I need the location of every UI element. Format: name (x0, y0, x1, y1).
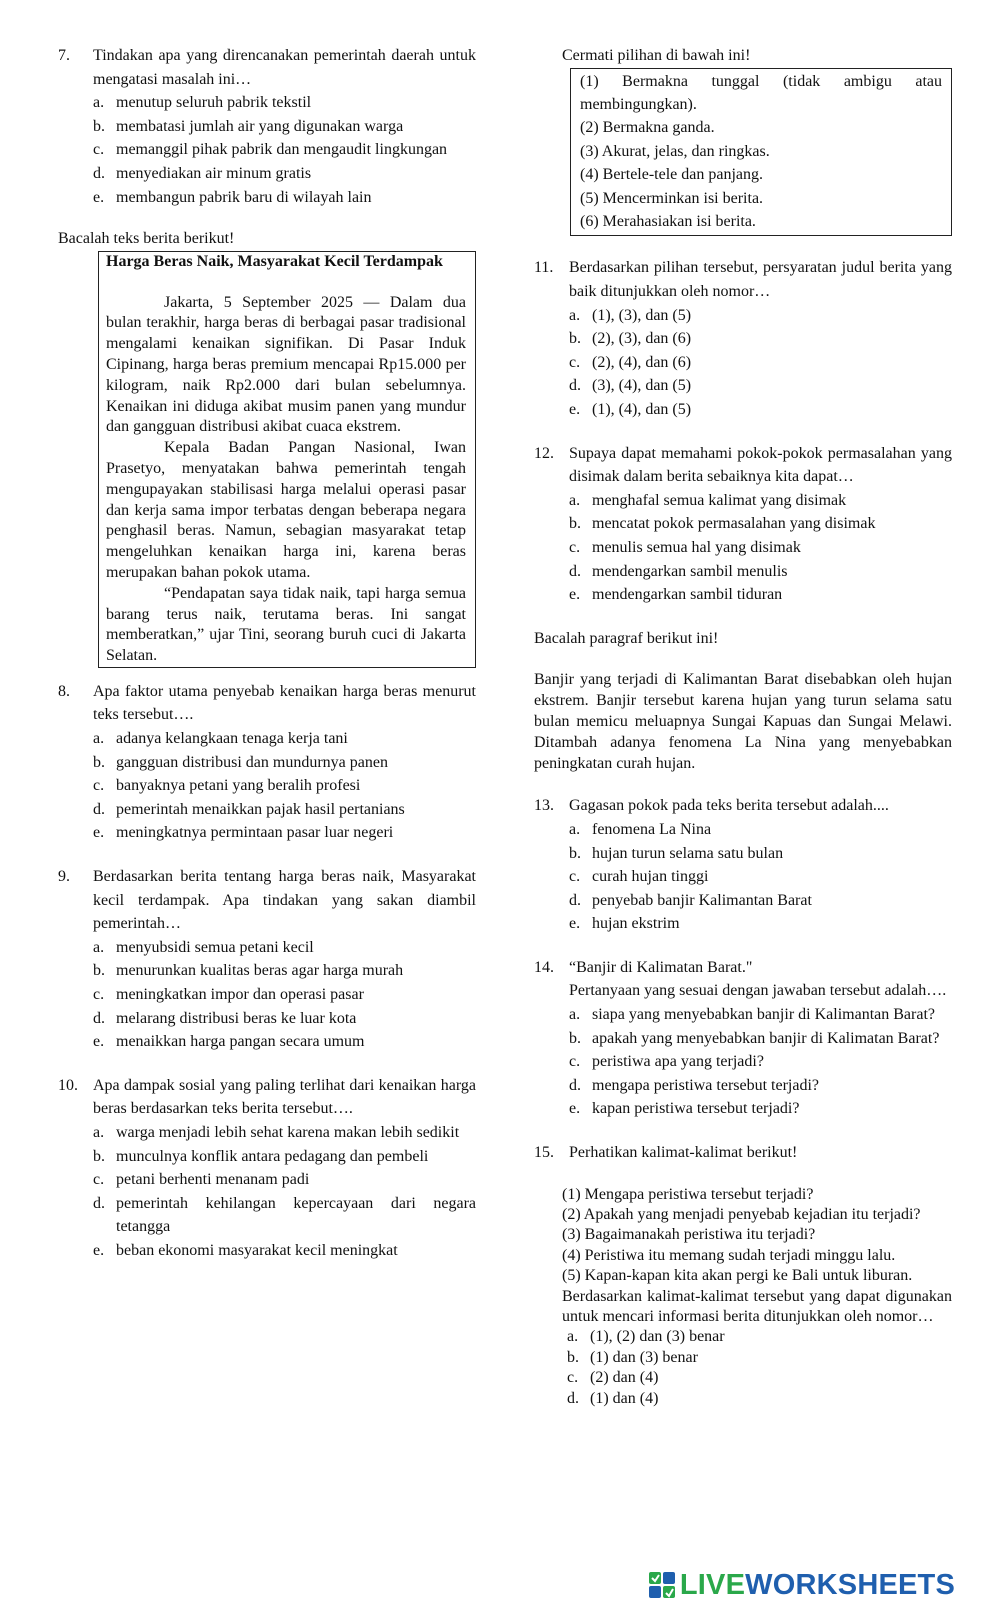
option-label: c. (93, 1171, 105, 1189)
news-box (98, 251, 476, 668)
option-list (569, 489, 952, 607)
option-text: (2), (4), dan (6) (592, 353, 692, 371)
option-text: (1), (2) dan (3) benar (590, 1328, 725, 1346)
option-label: e. (93, 1033, 105, 1051)
question-10 (58, 1074, 476, 1263)
option-text: hujan turun selama satu bulan (592, 844, 784, 862)
option-a[interactable] (93, 727, 476, 751)
question-number: 10. (58, 1076, 78, 1094)
option-label: c. (569, 1053, 581, 1071)
option-list (569, 304, 952, 422)
spacer (58, 845, 476, 865)
option-text: fenomena La Nina (592, 820, 712, 838)
option-d[interactable] (569, 560, 952, 584)
left-column (58, 44, 476, 1263)
question-text: Apa dampak sosial yang paling terlihat dari kenaikan harga beras berdasarkan teks berita tersebut…. (93, 1076, 476, 1118)
paragraph-intro: Bacalah paragraf berikut ini! (534, 629, 719, 647)
option-label: a. (569, 306, 581, 324)
option-text: menutup seluruh pabrik tekstil (116, 94, 312, 112)
option-d[interactable] (569, 1074, 952, 1098)
option-text: mengapa peristiwa tersebut terjadi? (592, 1076, 820, 1094)
option-text: kapan peristiwa tersebut terjadi? (592, 1100, 800, 1118)
option-list (567, 1327, 952, 1409)
option-text: pemerintah menaikkan pajak hasil pertanians (116, 800, 405, 818)
question-13 (534, 794, 952, 936)
option-label: b. (569, 1029, 581, 1047)
option-label: d. (569, 562, 581, 580)
spacer (534, 650, 952, 670)
liveworksheets-logo-icon (648, 1571, 676, 1599)
sentence-5: (5) Kapan-kapan kita akan pergi ke Bali untuk liburan. (562, 1267, 913, 1285)
option-c[interactable] (93, 983, 476, 1007)
question-text: Berdasarkan berita tentang harga beras naik, Masyarakat kecil terdampak. Apa tindakan yang sakan diambil pemerintah… (93, 868, 476, 933)
option-b[interactable] (93, 959, 476, 983)
question-9 (58, 865, 476, 1054)
question-text: Apa faktor utama penyebab kenaikan harga beras menurut teks tersebut…. (93, 682, 476, 724)
option-b[interactable] (569, 842, 952, 866)
option-label: c. (93, 141, 105, 159)
option-label: b. (93, 753, 105, 771)
option-b[interactable] (567, 1348, 952, 1368)
spacer (534, 1121, 952, 1141)
choice-item-6: (6) Merahasiakan isi berita. (580, 213, 756, 231)
option-label: d. (569, 377, 581, 395)
liveworksheets-brand[interactable] (648, 1570, 955, 1600)
option-label: d. (93, 164, 105, 182)
option-d[interactable] (569, 374, 952, 398)
option-text: gangguan distribusi dan mundurnya panen (116, 753, 388, 771)
option-c[interactable] (93, 774, 476, 798)
option-e[interactable] (93, 186, 476, 210)
option-label: d. (567, 1389, 579, 1407)
option-a[interactable] (93, 936, 476, 960)
option-text: (2), (3), dan (6) (592, 330, 692, 348)
option-text: membatasi jumlah air yang digunakan warga (116, 117, 404, 135)
option-label: a. (569, 1006, 581, 1024)
option-text: meningkatkan impor dan operasi pasar (116, 986, 364, 1004)
option-d[interactable] (93, 162, 476, 186)
option-label: c. (569, 538, 581, 556)
question-number: 12. (534, 444, 554, 462)
option-label: a. (93, 94, 105, 112)
option-e[interactable] (93, 1030, 476, 1054)
spacer (534, 422, 952, 442)
spacer (58, 1054, 476, 1074)
news-title: Harga Beras Naik, Masyarakat Kecil Terdampak (106, 252, 443, 270)
spacer (534, 236, 952, 256)
question-number: 15. (534, 1144, 554, 1162)
option-a[interactable] (569, 304, 952, 328)
news-paragraph-2: Kepala Badan Pangan Nasional, Iwan Prasetyo, menyatakan bahwa pemerintah tengah mengupayakan stabilisasi harga melalui operasi pasar dan kerja sama impor terbatas dengan beberapa negara penghasil beras. Namun, sebagian masyarakat tetap mengeluhkan kenaikan harga ini, karena beras merupakan bahan pokok utama. (106, 439, 466, 581)
option-list (569, 1003, 952, 1121)
option-label: b. (569, 515, 581, 533)
option-a[interactable] (569, 1003, 952, 1027)
option-text: menulis semua hal yang disimak (592, 538, 801, 556)
spacer (534, 774, 952, 794)
option-text: adanya kelangkaan tenaga kerja tani (116, 730, 348, 748)
choice-item-3: (3) Akurat, jelas, dan ringkas. (580, 142, 770, 160)
option-a[interactable] (93, 91, 476, 115)
option-label: b. (93, 962, 105, 980)
choices-intro: Cermati pilihan di bawah ini! (562, 47, 751, 64)
choice-item-2: (2) Bermakna ganda. (580, 119, 715, 137)
option-d[interactable] (93, 1192, 476, 1239)
option-label: c. (567, 1369, 579, 1387)
option-label: c. (569, 868, 581, 886)
question-12 (534, 442, 952, 607)
question-11 (534, 256, 952, 421)
option-text: (1), (4), dan (5) (592, 401, 692, 418)
option-text: menaikkan harga pangan secara umum (116, 1033, 365, 1051)
option-text: menghafal semua kalimat yang disimak (592, 491, 847, 509)
option-a[interactable] (93, 1121, 476, 1145)
option-b[interactable] (93, 1145, 476, 1169)
option-list (569, 818, 952, 936)
question-text: Pertanyaan yang sesuai dengan jawaban tersebut adalah…. (569, 982, 947, 1000)
option-label: b. (569, 844, 581, 862)
option-list (93, 91, 476, 209)
option-text: warga menjadi lebih sehat karena makan lebih sedikit (116, 1123, 460, 1141)
option-text: banyaknya petani yang beralih profesi (116, 777, 361, 795)
option-d[interactable] (93, 1007, 476, 1031)
option-label: c. (93, 777, 105, 795)
option-label: e. (93, 1241, 105, 1259)
option-label: a. (569, 820, 581, 838)
option-d[interactable] (569, 889, 952, 913)
q15-question: Berdasarkan kalimat-kalimat tersebut yang dapat digunakan untuk mencari informasi berita ditunjukkan oleh nomor… (562, 1287, 952, 1326)
option-text: beban ekonomi masyarakat kecil meningkat (116, 1241, 398, 1259)
question-number: 13. (534, 797, 554, 815)
option-b[interactable] (93, 115, 476, 139)
question-number: 7. (58, 47, 70, 64)
option-text: menurunkan kualitas beras agar harga murah (116, 962, 404, 980)
option-b[interactable] (93, 751, 476, 775)
option-text: pemerintah kehilangan kepercayaan dari negara tetangga (116, 1194, 476, 1236)
option-label: a. (93, 1123, 105, 1141)
option-label: a. (93, 730, 105, 748)
option-label: d. (93, 1194, 105, 1212)
option-text: menyubsidi semua petani kecil (116, 938, 314, 956)
option-label: a. (569, 491, 581, 509)
option-d[interactable] (93, 798, 476, 822)
spacer (58, 209, 476, 227)
spacer (534, 607, 952, 627)
option-label: d. (569, 891, 581, 909)
option-list (93, 1121, 476, 1263)
option-a[interactable] (569, 489, 952, 513)
option-text: memanggil pihak pabrik dan mengaudit lingkungan (116, 141, 448, 159)
option-label: b. (569, 330, 581, 348)
option-label: e. (93, 824, 105, 842)
option-text: menyediakan air minum gratis (116, 164, 312, 182)
sentence-2: (2) Apakah yang menjadi penyebab kejadian itu terjadi? (562, 1206, 921, 1224)
option-e[interactable] (93, 821, 476, 845)
option-label: b. (567, 1348, 579, 1366)
option-label: d. (569, 1076, 581, 1094)
option-label: d. (93, 1009, 105, 1027)
choice-item-5: (5) Mencerminkan isi berita. (580, 189, 764, 207)
option-text: peristiwa apa yang terjadi? (592, 1053, 764, 1071)
spacer (534, 1165, 952, 1185)
question-quote: “Banjir di Kalimatan Barat." (569, 958, 753, 976)
option-a[interactable] (569, 818, 952, 842)
question-text: Perhatikan kalimat-kalimat berikut! (569, 1144, 798, 1162)
sentence-1: (1) Mengapa peristiwa tersebut terjadi? (562, 1185, 814, 1203)
question-7 (58, 44, 476, 209)
option-e[interactable] (569, 912, 952, 936)
option-c[interactable] (567, 1368, 952, 1388)
option-text: munculnya konflik antara pedagang dan pembeli (116, 1147, 429, 1165)
option-list (93, 936, 476, 1054)
option-b[interactable] (569, 1027, 952, 1051)
right-column (534, 44, 952, 1409)
option-list (93, 727, 476, 845)
option-text: (3), (4), dan (5) (592, 377, 692, 395)
option-text: mencatat pokok permasalahan yang disimak (592, 515, 876, 533)
brand-worksheets-text: WORKSHEETS (745, 1569, 955, 1601)
news-intro: Bacalah teks berita berikut! (58, 230, 235, 248)
option-label: e. (569, 915, 581, 933)
option-b[interactable] (569, 327, 952, 351)
question-text: Gagasan pokok pada teks berita tersebut adalah.... (569, 797, 889, 815)
spacer (58, 668, 476, 680)
option-text: mendengarkan sambil menulis (592, 562, 788, 580)
option-text: meningkatnya permintaan pasar luar negeri (116, 824, 394, 842)
option-label: a. (93, 938, 105, 956)
option-e[interactable] (93, 1239, 476, 1263)
sentence-4: (4) Peristiwa itu memang sudah terjadi minggu lalu. (562, 1246, 896, 1264)
option-label: c. (569, 353, 581, 371)
spacer (534, 936, 952, 956)
option-text: hujan ekstrim (592, 915, 680, 933)
option-text: siapa yang menyebabkan banjir di Kalimantan Barat? (592, 1006, 935, 1024)
q15-sentences (562, 1185, 952, 1409)
option-c[interactable] (93, 138, 476, 162)
news-paragraph-3: “Pendapatan saya tidak naik, tapi harga semua barang terus naik, terutama beras. Ini sangat memberatkan,” ujar Tini, seorang buruh cuci di Jakarta Selatan. (106, 584, 466, 665)
option-text: (1) dan (3) benar (590, 1348, 698, 1366)
option-text: membangun pabrik baru di wilayah lain (116, 188, 372, 206)
option-e[interactable] (569, 1097, 952, 1121)
option-text: apakah yang menyebabkan banjir di Kalimatan Barat? (592, 1029, 940, 1047)
sentence-3: (3) Bagaimanakah peristiwa itu terjadi? (562, 1226, 816, 1244)
question-text: Supaya dapat memahami pokok-pokok permasalahan yang disimak dalam berita sebaiknya kita dapat… (569, 444, 952, 486)
option-c[interactable] (569, 865, 952, 889)
question-number: 14. (534, 958, 554, 976)
option-c[interactable] (93, 1168, 476, 1192)
option-c[interactable] (569, 1050, 952, 1074)
option-text: (1), (3), dan (5) (592, 306, 692, 324)
spacer (106, 273, 466, 293)
question-8 (58, 680, 476, 845)
option-label: b. (93, 117, 105, 135)
question-number: 9. (58, 868, 70, 886)
paragraph-text: Banjir yang terjadi di Kalimantan Barat disebabkan oleh hujan ekstrem. Banjir tersebut karena hujan yang turun selama satu bulan memicu meluapnya Sungai Kapuas dan Sungai Melawi. Ditambah adanya fenomena La Nina yang menyebabkan peningkatan curah hujan. (534, 671, 952, 772)
option-label: d. (93, 800, 105, 818)
question-15 (534, 1141, 952, 1165)
option-label: b. (93, 1147, 105, 1165)
option-text: penyebab banjir Kalimantan Barat (592, 891, 812, 909)
option-e[interactable] (569, 398, 952, 422)
option-label: a. (567, 1328, 579, 1346)
news-paragraph-1: Jakarta, 5 September 2025 — Dalam dua bulan terakhir, harga beras di berbagai pasar tradisional mengalami kenaikan signifikan. Di Pasar Induk Cipinang, harga beras premium mencapai Rp15.000 per kilogram, naik Rp2.000 dari bulan sebelumnya. Kenaikan ini diduga akibat musim panen yang mundur dan gangguan distribusi akibat cuaca ekstrem. (106, 293, 466, 436)
option-text: mendengarkan sambil tiduran (592, 586, 783, 604)
option-a[interactable] (567, 1327, 952, 1347)
option-text: melarang distribusi beras ke luar kota (116, 1009, 357, 1027)
option-label: e. (569, 586, 581, 604)
option-b[interactable] (569, 512, 952, 536)
option-label: e. (93, 188, 105, 206)
question-number: 11. (534, 259, 554, 277)
question-text: Tindakan apa yang direncanakan pemerintah daerah untuk mengatasi masalah ini… (93, 47, 476, 88)
option-label: e. (569, 1100, 581, 1118)
question-14 (534, 956, 952, 1121)
option-label: e. (569, 401, 581, 418)
choice-item-4: (4) Bertele-tele dan panjang. (580, 166, 764, 184)
option-text: (1) dan (4) (590, 1389, 659, 1407)
option-label: c. (93, 986, 105, 1004)
question-text: Berdasarkan pilihan tersebut, persyaratan judul berita yang baik ditunjukkan oleh nomor… (569, 259, 952, 301)
choices-box (570, 68, 952, 237)
option-e[interactable] (569, 583, 952, 607)
brand-live-text: LIVE (679, 1569, 746, 1601)
option-d[interactable] (567, 1389, 952, 1409)
option-text: curah hujan tinggi (592, 868, 709, 886)
question-number: 8. (58, 682, 70, 700)
choice-item-1: (1) Bermakna tunggal (tidak ambigu atau membingungkan). (580, 72, 942, 113)
option-text: (2) dan (4) (590, 1369, 659, 1387)
option-c[interactable] (569, 351, 952, 375)
option-text: petani berhenti menanam padi (116, 1171, 310, 1189)
option-c[interactable] (569, 536, 952, 560)
